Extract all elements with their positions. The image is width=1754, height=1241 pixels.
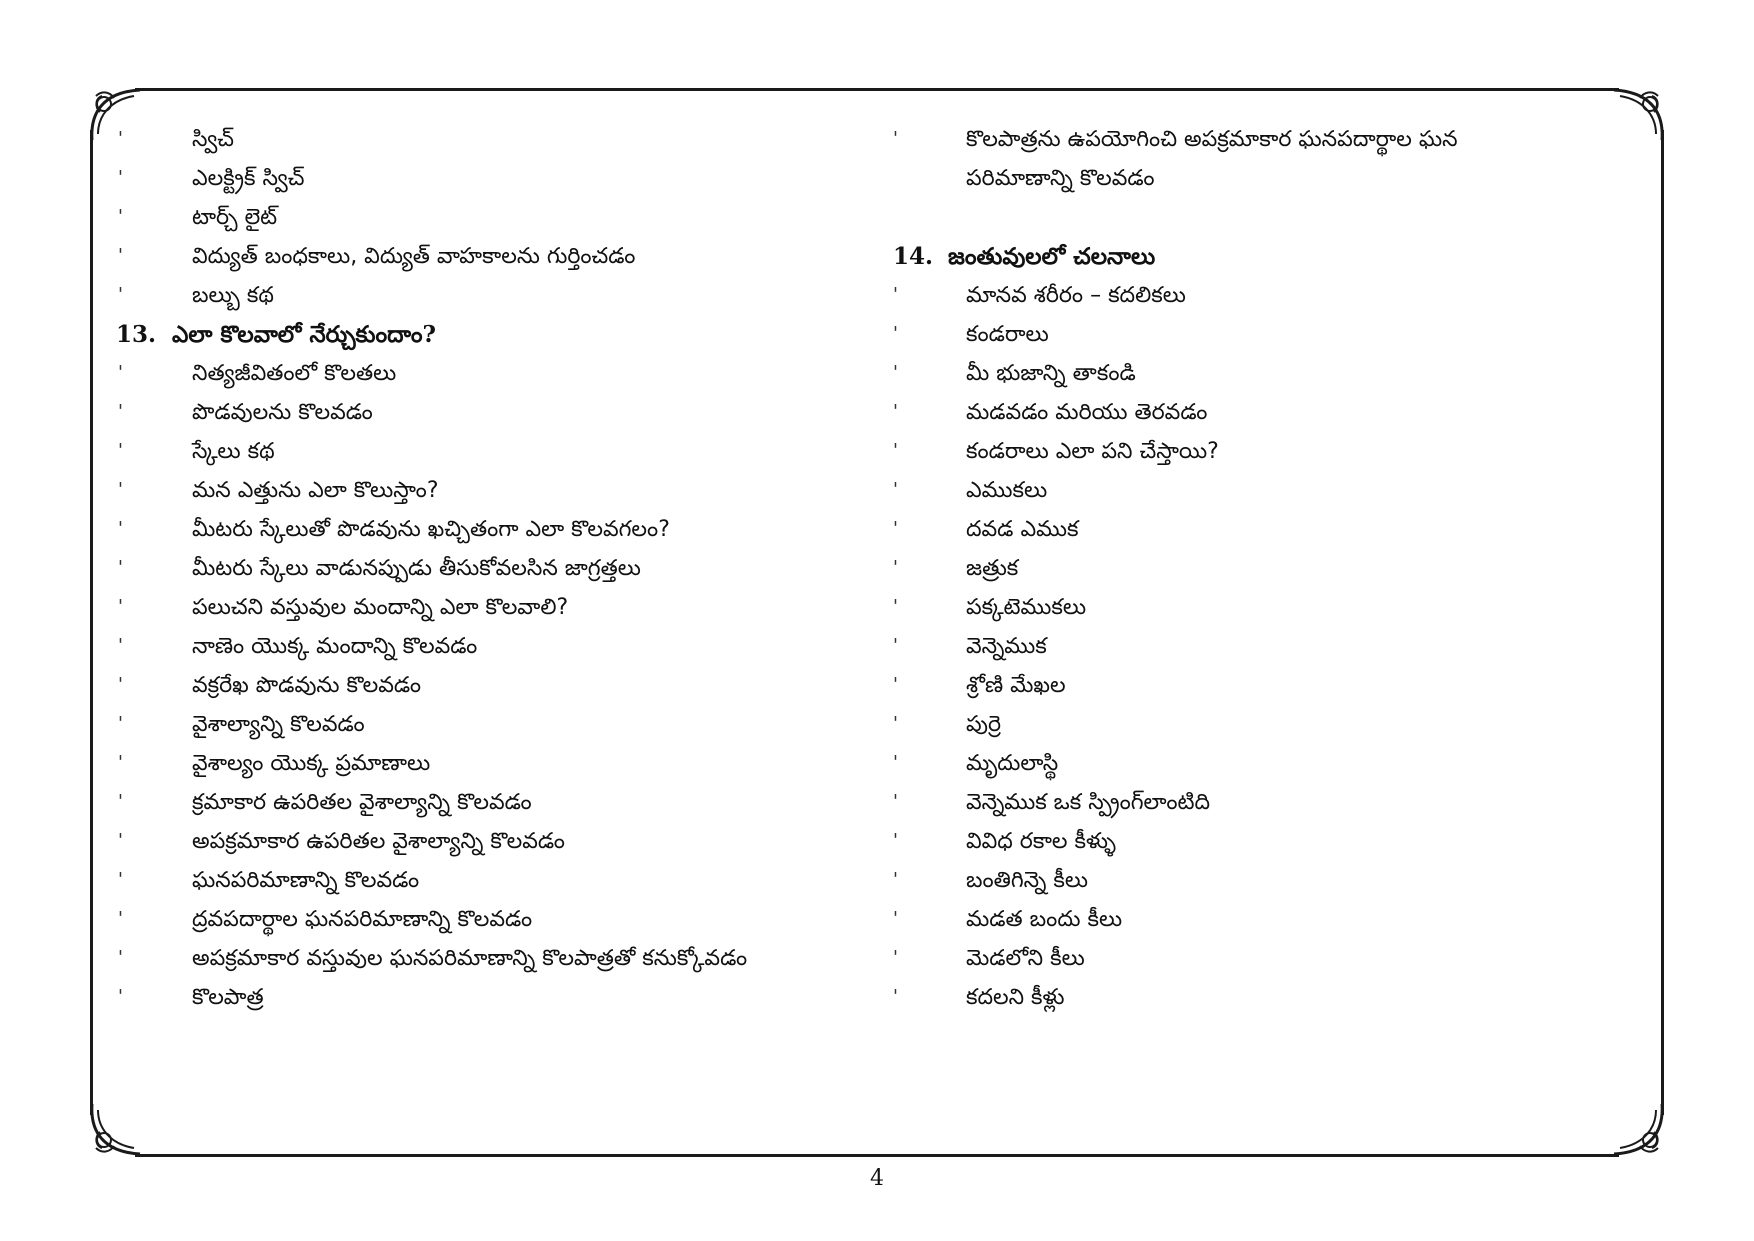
list-item: మడవడం మరియు తెరవడం	[966, 400, 1208, 425]
bullet-mark: '	[893, 674, 898, 695]
bullet-mark: '	[893, 362, 898, 383]
bullet-mark: '	[893, 440, 898, 461]
list-item: ద్రవపదార్థాల ఘనపరిమాణాన్ని కొలవడం	[192, 907, 533, 932]
bullet-mark: '	[893, 557, 898, 578]
list-item: కొలపాత్ర	[192, 985, 264, 1010]
section-number: 14.	[893, 243, 934, 270]
bullet-mark: '	[893, 986, 898, 1007]
bullet-mark: '	[118, 557, 123, 578]
list-item: వెన్నెముక ఒక స్ప్రింగ్‌లాంటిది	[966, 790, 1211, 815]
list-item: కండరాలు	[966, 322, 1049, 347]
bullet-mark: '	[893, 947, 898, 968]
list-item: మానవ శరీరం – కదలికలు	[966, 283, 1186, 308]
list-item: మీటరు స్కేలుతో పొడవును ఖచ్చితంగా ఎలా కొలవగలం?	[192, 517, 670, 542]
bullet-mark: '	[118, 986, 123, 1007]
list-item: పక్కటెముకలు	[966, 595, 1087, 620]
list-item: ఎలక్ట్రిక్ స్విచ్	[192, 166, 305, 191]
section-title: జంతువులలో చలనాలు	[948, 243, 1156, 270]
bullet-mark: '	[118, 518, 123, 539]
list-item: వైశాల్యం యొక్క ప్రమాణాలు	[192, 751, 431, 776]
list-item: పలుచని వస్తువుల మందాన్ని ఎలా కొలవాలి?	[192, 595, 569, 620]
frame-right-border	[1661, 130, 1664, 1115]
list-item: శ్రోణి మేఖల	[966, 673, 1066, 698]
list-item: వైశాల్యాన్ని కొలవడం	[192, 712, 365, 737]
list-item: మెడలోని కీలు	[966, 946, 1085, 971]
list-item: జత్రుక	[966, 556, 1019, 581]
corner-ornament-bottom-left	[84, 1096, 150, 1162]
list-item: పుర్రె	[966, 712, 1002, 737]
bullet-mark: '	[893, 401, 898, 422]
bullet-mark: '	[893, 323, 898, 344]
list-item: ఎముకలు	[966, 478, 1048, 503]
bullet-mark: '	[118, 206, 123, 227]
bullet-mark: '	[118, 245, 123, 266]
list-item: వెన్నెముక	[966, 634, 1047, 659]
list-item: స్విచ్	[192, 127, 234, 152]
bullet-mark: '	[118, 440, 123, 461]
list-item: అపక్రమాకార ఉపరితల వైశాల్యాన్ని కొలవడం	[192, 829, 565, 854]
bullet-mark: '	[893, 869, 898, 890]
list-item: టార్చ్ లైట్	[192, 205, 278, 230]
list-item: అపక్రమాకార వస్తువుల ఘనపరిమాణాన్ని కొలపాత్రతో కనుక్కోవడం	[192, 946, 748, 971]
bullet-mark: '	[118, 479, 123, 500]
list-item: బల్బు కథ	[192, 283, 274, 308]
list-item: విద్యుత్ బంధకాలు, విద్యుత్ వాహకాలను గుర్తించడం	[192, 244, 636, 269]
bullet-mark: '	[118, 752, 123, 773]
bullet-mark: '	[118, 284, 123, 305]
bullet-mark: '	[893, 830, 898, 851]
bullet-mark: '	[893, 713, 898, 734]
bullet-mark: '	[893, 284, 898, 305]
list-item: మడత బందు కీలు	[966, 907, 1123, 932]
list-item: బంతిగిన్నె కీలు	[966, 868, 1089, 893]
list-item: వివిధ రకాల కీళ్ళు	[966, 829, 1116, 854]
list-item: నాణెం యొక్క మందాన్ని కొలవడం	[192, 634, 478, 659]
corner-ornament-top-left	[84, 82, 150, 148]
list-item: నిత్యజీవితంలో కొలతలు	[192, 361, 397, 386]
frame-bottom-border	[135, 1154, 1619, 1157]
bullet-mark: '	[893, 479, 898, 500]
list-item-continued: కొలపాత్రను ఉపయోగించి అపక్రమాకార ఘనపదార్థాల ఘన	[966, 127, 1458, 152]
bullet-mark: '	[893, 908, 898, 929]
list-item: మృదులాస్థి	[966, 751, 1059, 776]
bullet-mark: '	[893, 128, 898, 149]
bullet-mark: '	[893, 752, 898, 773]
list-item: పొడవులను కొలవడం	[192, 400, 373, 425]
bullet-mark: '	[118, 401, 123, 422]
list-item: కదలని కీళ్లు	[966, 985, 1065, 1010]
bullet-mark: '	[118, 128, 123, 149]
bullet-mark: '	[893, 518, 898, 539]
bullet-mark: '	[893, 791, 898, 812]
section-number: 13.	[116, 321, 157, 348]
bullet-mark: '	[118, 908, 123, 929]
list-item: మీ భుజాన్ని తాకండి	[966, 361, 1136, 386]
bullet-mark: '	[893, 596, 898, 617]
bullet-mark: '	[118, 167, 123, 188]
corner-ornament-bottom-right	[1604, 1096, 1670, 1162]
list-item-continued-wrap: పరిమాణాన్ని కొలవడం	[966, 166, 1155, 191]
bullet-mark: '	[118, 947, 123, 968]
list-item: స్కేలు కథ	[192, 439, 275, 464]
bullet-mark: '	[118, 635, 123, 656]
list-item: ఘనపరిమాణాన్ని కొలవడం	[192, 868, 420, 893]
list-item: వక్రరేఖ పొడవును కొలవడం	[192, 673, 422, 698]
bullet-mark: '	[893, 635, 898, 656]
page-number: 4	[870, 1166, 884, 1191]
list-item: దవడ ఎముక	[966, 517, 1079, 542]
bullet-mark: '	[118, 713, 123, 734]
corner-ornament-top-right	[1604, 82, 1670, 148]
section-title: ఎలా కొలవాలో నేర్చుకుందాం?	[172, 321, 436, 348]
bullet-mark: '	[118, 362, 123, 383]
frame-left-border	[90, 130, 93, 1115]
list-item: మీటరు స్కేలు వాడునప్పుడు తీసుకోవలసిన జాగ్రత్తలు	[192, 556, 641, 581]
bullet-mark: '	[118, 830, 123, 851]
bullet-mark: '	[118, 791, 123, 812]
bullet-mark: '	[118, 674, 123, 695]
list-item: మన ఎత్తును ఎలా కొలుస్తాం?	[192, 478, 439, 503]
bullet-mark: '	[118, 596, 123, 617]
list-item: కండరాలు ఎలా పని చేస్తాయి?	[966, 439, 1219, 464]
list-item: క్రమాకార ఉపరితల వైశాల్యాన్ని కొలవడం	[192, 790, 532, 815]
frame-top-border	[135, 88, 1619, 91]
bullet-mark: '	[118, 869, 123, 890]
